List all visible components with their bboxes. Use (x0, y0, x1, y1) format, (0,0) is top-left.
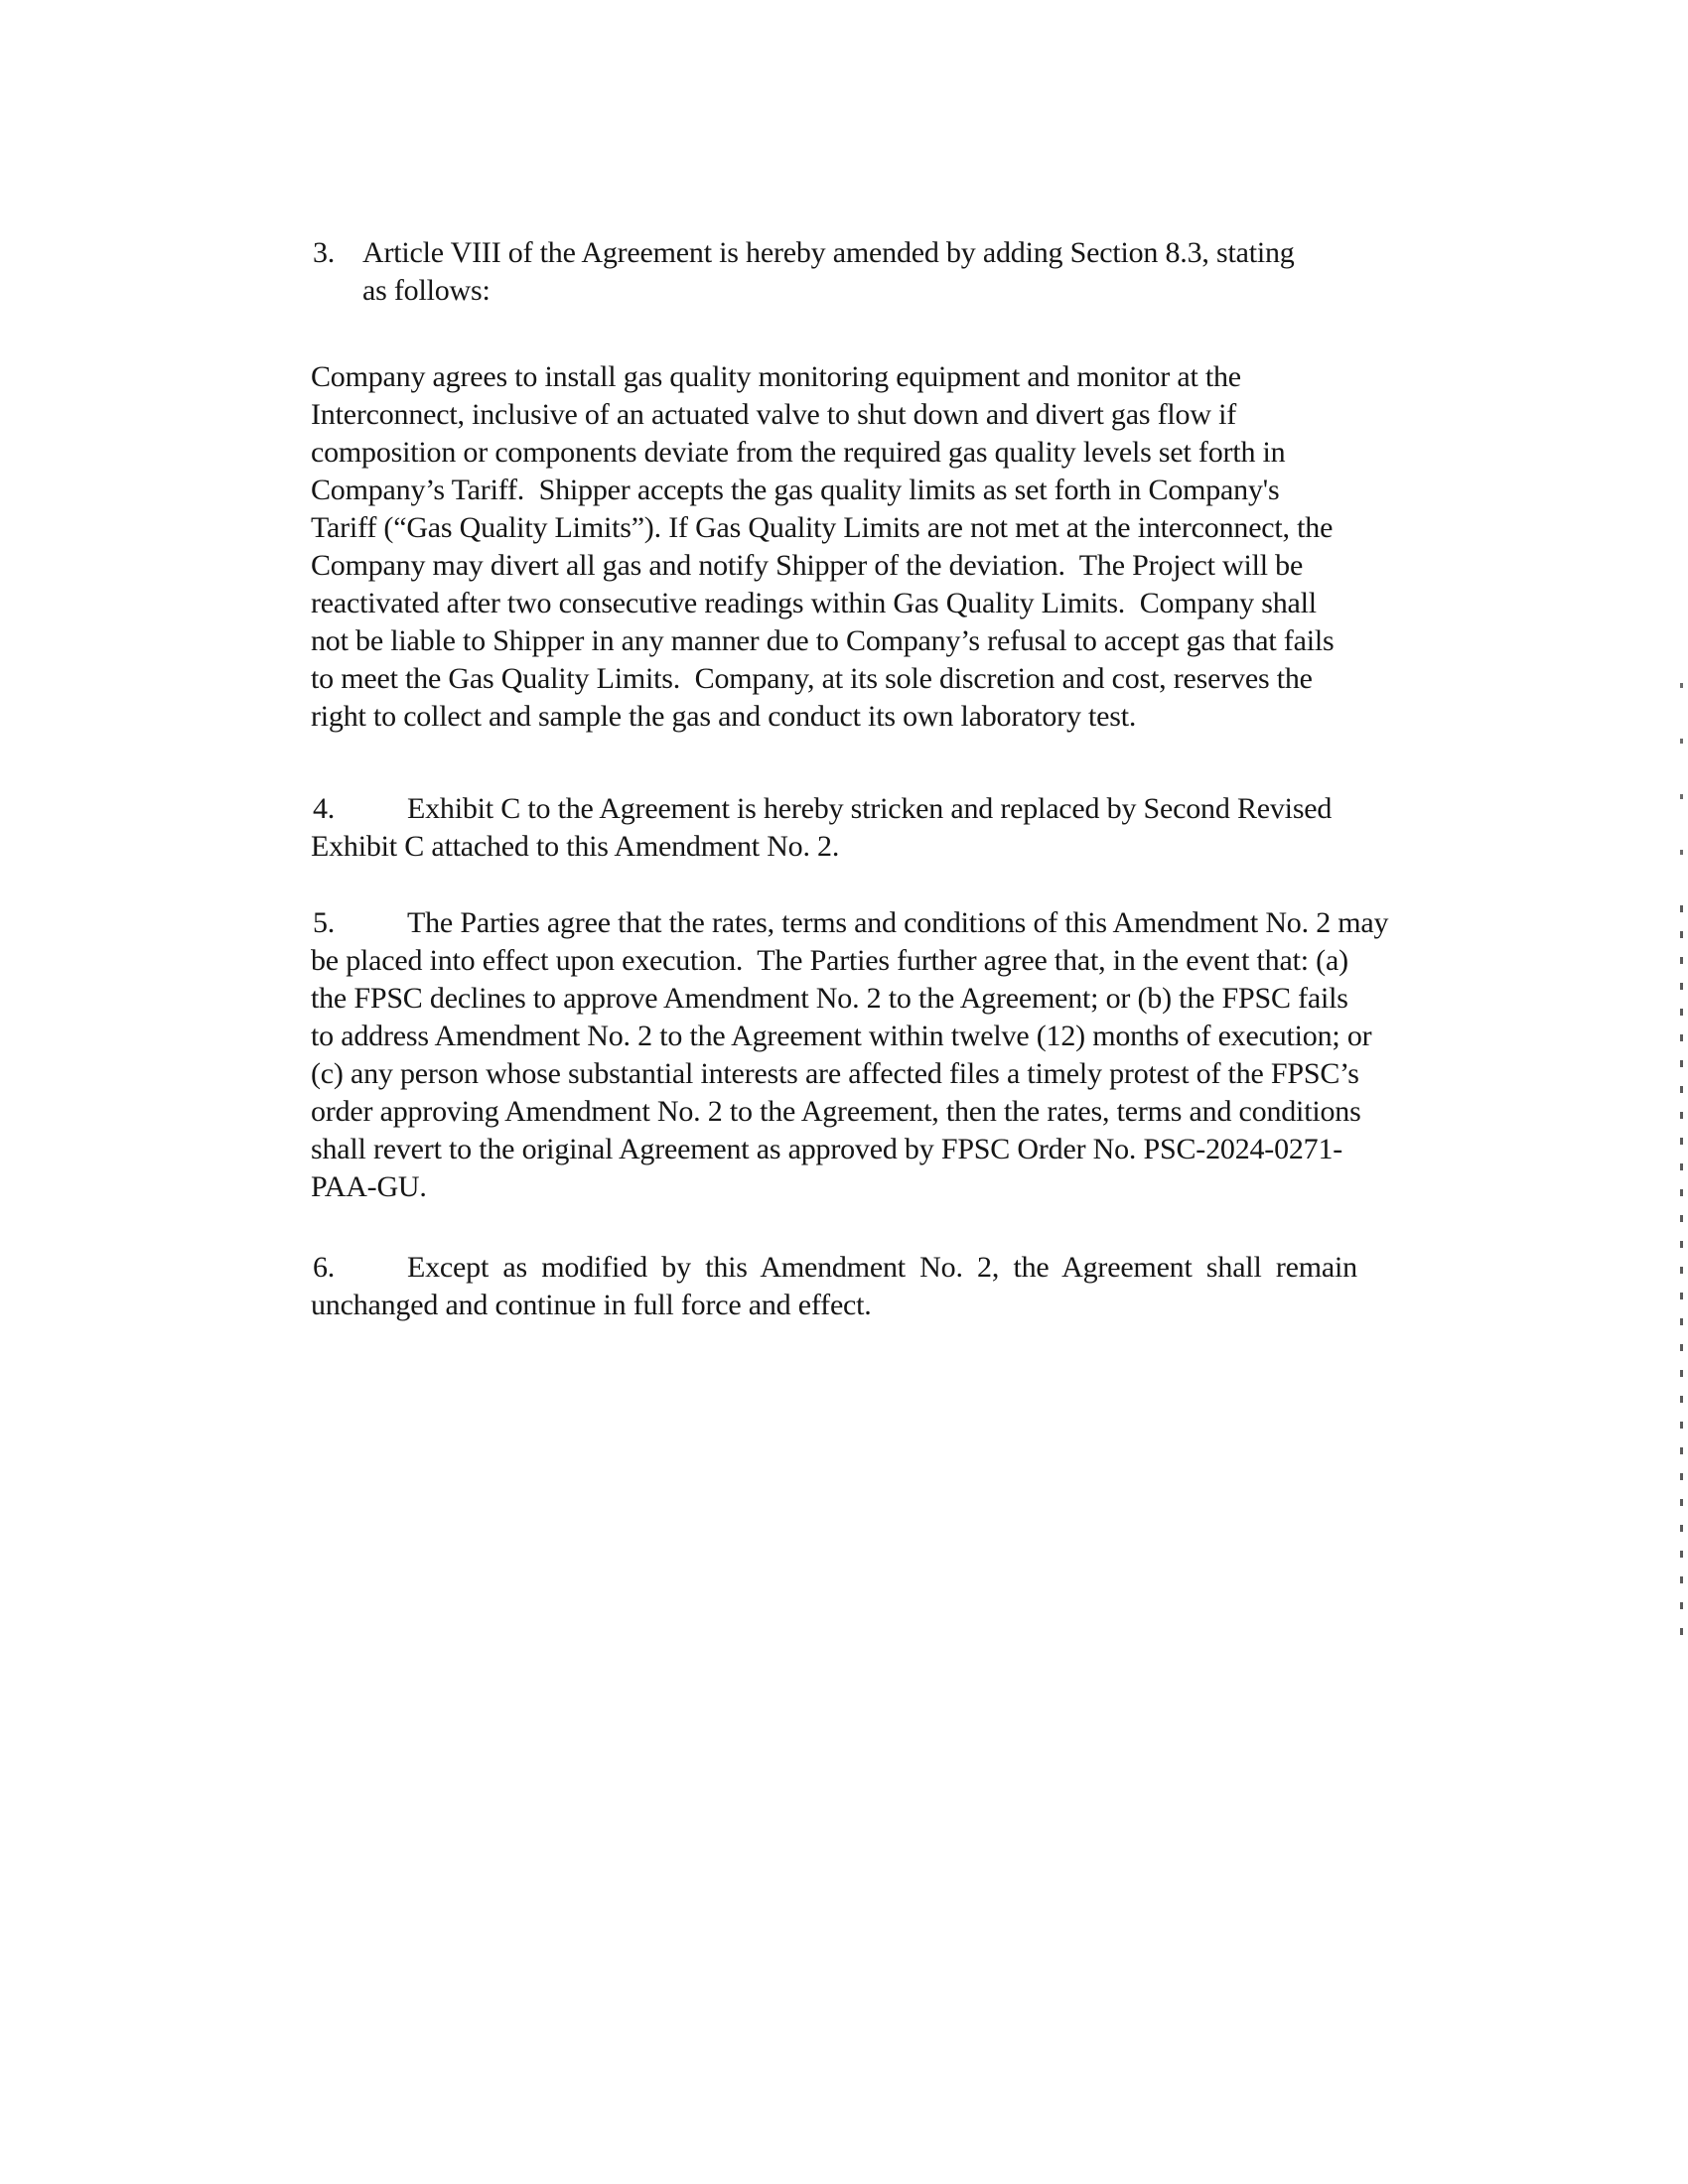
section-8-3-line: reactivated after two consecutive readings within Gas Quality Limits. Company shall (311, 587, 1317, 619)
item-5-line: be placed into effect upon execution. The Parties further agree that, in the event that: (a) (311, 944, 1348, 977)
section-8-3-line: composition or components deviate from the required gas quality levels set forth in (311, 436, 1286, 469)
item-6-line: unchanged and continue in full force and effect. (311, 1289, 872, 1321)
item-5-line: order approving Amendment No. 2 to the Agreement, then the rates, terms and conditions (311, 1095, 1361, 1128)
item-5-line: the FPSC declines to approve Amendment No. 2 to the Agreement; or (b) the FPSC fails (311, 982, 1348, 1015)
section-8-3-line: Interconnect, inclusive of an actuated valve to shut down and divert gas flow if (311, 398, 1237, 431)
item-4-line: Exhibit C attached to this Amendment No. 2. (311, 830, 840, 863)
item-5-line: (c) any person whose substantial interests are affected files a timely protest of the FPSC’s (311, 1057, 1359, 1090)
item-3-line: Article VIII of the Agreement is hereby amended by adding Section 8.3, stating (362, 236, 1295, 269)
item-5-line: PAA-GU. (311, 1170, 427, 1203)
scan-artifact-marks (1680, 683, 1683, 905)
section-8-3-line: right to collect and sample the gas and conduct its own laboratory test. (311, 700, 1137, 733)
scan-artifact-marks (1680, 905, 1683, 1640)
item-5-line: to address Amendment No. 2 to the Agreement within twelve (12) months of execution; or (311, 1020, 1372, 1052)
item-3-line: as follows: (362, 274, 491, 307)
item-5-line: The Parties agree that the rates, terms and conditions of this Amendment No. 2 may (407, 906, 1389, 939)
section-8-3-line: to meet the Gas Quality Limits. Company, at its sole discretion and cost, reserves the (311, 662, 1313, 695)
item-6-number: 6. (313, 1251, 336, 1284)
item-5-line: shall revert to the original Agreement as approved by FPSC Order No. PSC-2024-0271- (311, 1133, 1343, 1165)
section-8-3-line: Company may divert all gas and notify Shipper of the deviation. The Project will be (311, 549, 1304, 582)
item-4-line: Exhibit C to the Agreement is hereby stricken and replaced by Second Revised (407, 792, 1333, 825)
section-8-3-line: Company’s Tariff. Shipper accepts the gas quality limits as set forth in Company's (311, 474, 1280, 506)
item-6-line: Except as modified by this Amendment No. 2, the Agreement shall remain (407, 1251, 1357, 1284)
section-8-3-line: Company agrees to install gas quality monitoring equipment and monitor at the (311, 360, 1241, 393)
section-8-3-line: not be liable to Shipper in any manner due to Company’s refusal to accept gas that fails (311, 624, 1335, 657)
item-3-number: 3. (313, 236, 336, 269)
item-4-number: 4. (313, 792, 336, 825)
section-8-3-line: Tariff (“Gas Quality Limits”). If Gas Quality Limits are not met at the interconnect, the (311, 511, 1334, 544)
item-5-number: 5. (313, 906, 336, 939)
